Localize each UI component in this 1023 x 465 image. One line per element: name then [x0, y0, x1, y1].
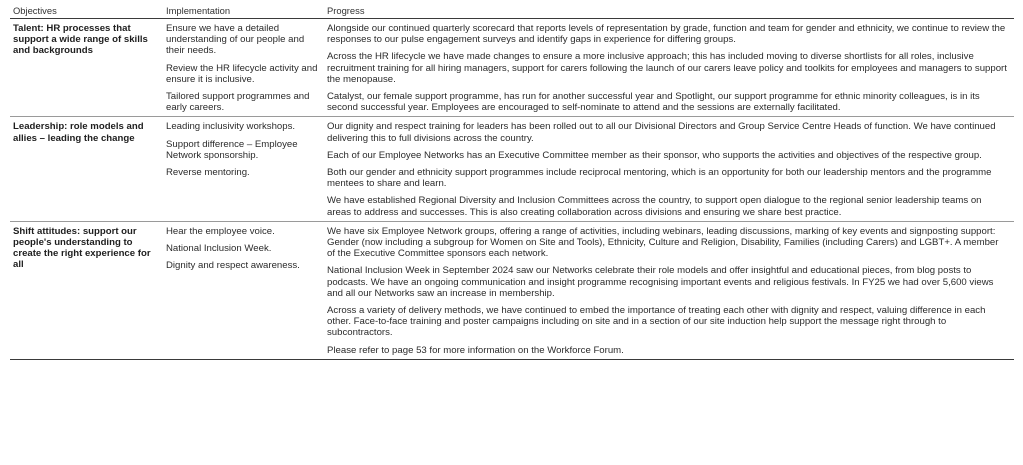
objectives-table — [10, 4, 1014, 360]
progress-cell — [327, 23, 1014, 113]
progress-paragraph: Alongside our continued quarterly scorecard that reports levels of representation by grade, function and team for gender and ethnicity, we continue to review the responses to our pulse engagement surveys and identify gaps in experience for differing groups. — [327, 23, 1006, 46]
progress-paragraph: We have established Regional Diversity and Inclusion Committees across the country, to support open dialogue to the regional senior leadership teams on areas to address and successes. This is also creating collaboration across divisions and ensuring we share best practice. — [327, 195, 982, 218]
table-row — [10, 222, 1014, 360]
progress-paragraph: Across the HR lifecycle we have made changes to ensure a more inclusive approach; this has included moving to diverse shortlists for all roles, inclusive recruitment training for all hiring managers, support for carers following the launch of our carers leave policy and toolkits for employees and managers to support the menopause. — [327, 51, 1007, 85]
progress-paragraph: Each of our Employee Networks has an Executive Committee member as their sponsor, who supports the activities and objectives of the respective group. — [327, 149, 982, 161]
header-objectives: Objectives — [13, 5, 57, 17]
implementation-item: National Inclusion Week. — [166, 243, 272, 255]
progress-paragraph: Both our gender and ethnicity support programmes include reciprocal mentoring, which is an opportunity for both our leadership mentors and the programme mentees to share and learn. — [327, 167, 992, 190]
progress-paragraph: National Inclusion Week in September 2024 saw our Networks celebrate their role models and offer insightful and educational pieces, from blog posts to podcasts. We have an ongoing communication and insight programme recognising important events and religious festivals. In FY25 we had over 5,600 views and all our Networks saw an increase in membership. — [327, 265, 994, 299]
implementation-item: Dignity and respect awareness. — [166, 260, 300, 272]
progress-paragraph: We have six Employee Network groups, offering a range of activities, including webinars, leading discussions, marking of key events and signposting support: Gender (now including a subgroup for Women on Site and Tools), Ethnicity, Culture and Religion, Disability, Families (including Carers) and LGBT+. A member of the Executive Committee sponsors each network. — [327, 225, 999, 260]
progress-cell — [327, 226, 1014, 356]
objective-talent: Talent: HR processes that support a wide range of skills and backgrounds — [13, 23, 148, 57]
implementation-item: Hear the employee voice. — [166, 225, 275, 237]
progress-paragraph: Across a variety of delivery methods, we have continued to embed the importance of treating each other with dignity and respect, valuing difference in each other. Face-to-face training and poster campaigns including on site and in a section of our site induction help support the message right through to subcontractors. — [327, 305, 986, 339]
implementation-cell — [165, 226, 327, 356]
progress-paragraph: Our dignity and respect training for leaders has been rolled out to all our Divisional Directors and Group Service Centre Heads of function. We have continued delivering this to full divisions across the country. — [327, 121, 996, 144]
implementation-cell — [165, 23, 327, 113]
progress-cell — [327, 121, 1014, 217]
progress-paragraph: Catalyst, our female support programme, has run for another successful year and Spotlight, our support programme for ethnic minority colleagues, is in its second successful year. Employees are encouraged to self-nominate to attend and the sessions are externally facilitated. — [327, 91, 980, 114]
implementation-item: Tailored support programmes and early careers. — [166, 91, 310, 114]
objective-leadership: Leadership: role models and allies – leading the change — [13, 121, 144, 144]
table-header — [10, 4, 1014, 19]
implementation-item: Review the HR lifecycle activity and ensure it is inclusive. — [166, 62, 318, 85]
progress-paragraph: Please refer to page 53 for more information on the Workforce Forum. — [327, 344, 624, 356]
objective-shift-attitudes: Shift attitudes: support our people's understanding to create the right experience for all — [13, 225, 151, 271]
implementation-item: Reverse mentoring. — [166, 167, 250, 179]
implementation-item: Ensure we have a detailed understanding of our people and their needs. — [166, 23, 305, 57]
implementation-cell — [165, 121, 327, 217]
header-implementation: Implementation — [166, 5, 231, 17]
implementation-item: Support difference – Employee Network sponsorship. — [166, 138, 298, 161]
table-row — [10, 19, 1014, 117]
header-progress: Progress — [327, 5, 365, 17]
table-row — [10, 117, 1014, 221]
implementation-item: Leading inclusivity workshops. — [166, 121, 296, 133]
